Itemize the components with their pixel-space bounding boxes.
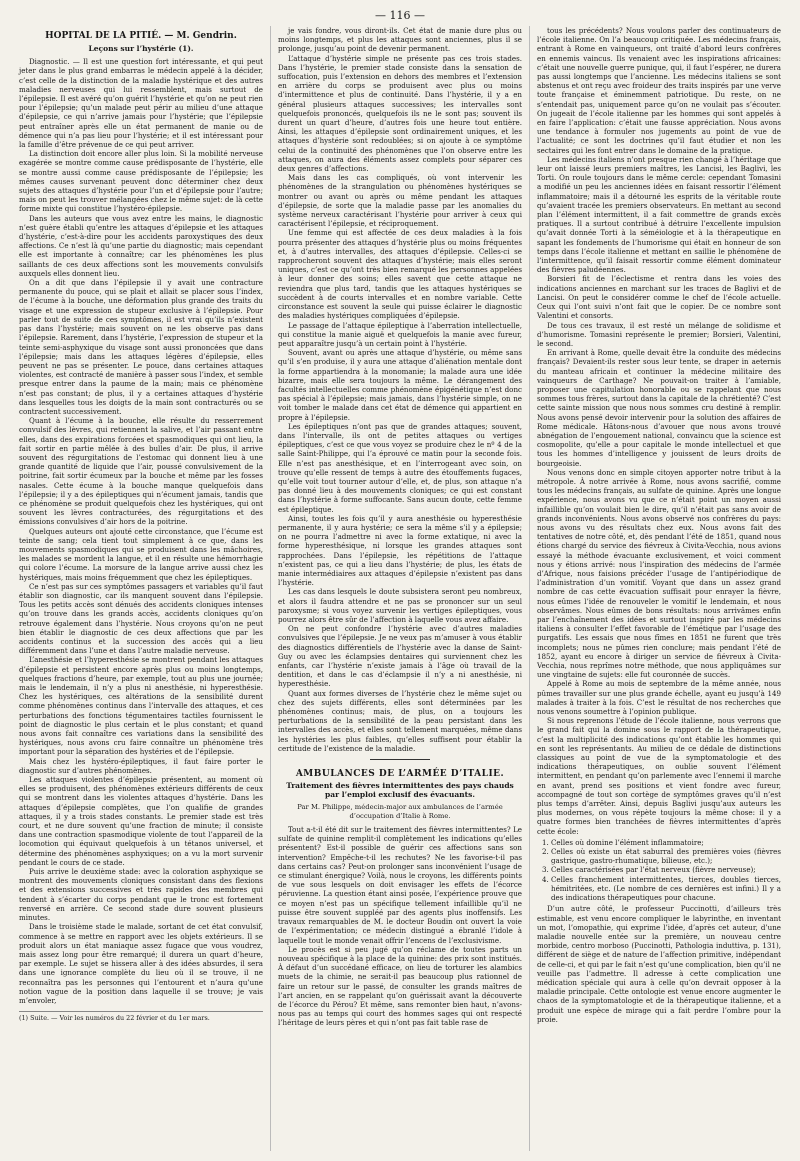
- list-item: 2. Celles où existe un état saburral des premières voies (fièvres gastrique, gastro-rhumatique, bilieuse, etc.);: [551, 847, 781, 865]
- page-number: — 116 —: [375, 9, 425, 22]
- paragraph: L’attaque d’hystérie simple ne présente pas ces trois stades. Dans l’hystérie, le premier stade consiste dans la sensation de suffocation, puis l’extension en dehors des membres et l’extension en arrière du corps se produisent avec plus ou moins d’intermittence et plus de continuité. Dans l’hystérie, il y a en général plusieurs attaques successives; les intervalles sont quelquefois prononcés, quelquefois ils ne le sont pas; souvent ils durent un quart d’heure, d’autres fois une heure tout entière. Ainsi, les attaques d’épilepsie sont ordinairement uniques, et les attaques d’hystérie sont redoublées; si on ajoute à ce symptôme celui de la continuité des phénomènes que l’on observe entre les attaques, on aura des éléments assez complets pour séparer ces deux genres d’affections.: [278, 53, 522, 174]
- paragraph: Ce n’est pas sur ces symptômes passagers et variables qu’il faut établir son diagnostic, car ils manquent souvent dans l’épilepsie. Tous les petits accès sont dénués des accidents cloniques intenses qu’on trouve dans les grands accès, accidents cloniques qu’on retrouve également dans l’hystérie. Nous croyons qu’on ne peut bien établir le diagnostic de ces deux affections que par les accidents continus et la succession des accès qui a lieu différemment dans l’une et dans l’autre maladie nerveuse.: [19, 581, 263, 656]
- paragraph: On ne peut confondre l’hystérie avec d’autres maladies convulsives que l’épilepsie. Je ne veux pas m’amuser à vous établir des diagnostics différentiels de l’hystérie avec la danse de Saint-Guy ou avec les éclampsies dentaires qui surviennent chez les enfants, car l’hystérie n’existe jamais à l’âge où travail de la dentition, et dans le cas d’éclampsie il n’y a ni anesthésie, ni hyperesthésie.: [278, 624, 522, 689]
- paragraph: Diagnostic. — Il est une question fort intéressante, et qui peut jeter dans le plus grand embarras le médecin appelé à la décider, c’est celle de la distinction de la maladie hystérique et des autres maladies nerveuses qui lui ressemblent, mais surtout de l’épilepsie. Il est avéré qu’on guérit l’hystérie et qu’on ne peut rien pour l’épilepsie; qu’un malade peut périr au milieu d’une attaque d’épilepsie, ce qui n’arrive jamais pour l’hystérie; que l’épilepsie peut entraîner après elle un état permanent de manie ou de démence qui n’a pas lieu pour l’hystérie; et il est intéressant pour la famille d’être prévenue de ce qui peut arriver.: [19, 57, 263, 150]
- paragraph: Les médecins italiens n’ont presque rien changé à l’héritage que leur ont laissé leurs premiers maîtres, les Lancisi, les Baglivi, les Torti. On roule toujours dans le même cercle: cependant Tomasini a modifié un peu les anciennes idées en faisant ressortir l’élément inflammatoire; mais il a détourné les esprits de la véritable route qu’avaient tracée les premiers observateurs. En mettant au second plan l’élément intermittent, il a fait commettre de grands excès pratiques. Il a surtout contribué à détruire l’excellente impulsion qu’avait donnée Torti à la séméiologie et à la thérapeutique en sapant les fondements de l’humorisme qui était en honneur de son temps dans l’école italienne et mettant en saillie le phénomène de l’intermittence, qu’il faisait ressortir comme élément dominateur des fièvres paludéennes.: [537, 154, 781, 275]
- paragraph: Borsieri fit de l’éclectisme et rentra dans les voies des indications anciennes en marchant sur les traces de Baglivi et de Lancisi. On peut le considérer comme le chef de l’école actuelle. Ceux qui l’ont suivi n’ont fait que le copier. De ce nombre sont Valentini et consorts.: [537, 274, 781, 321]
- paragraph: Mais chez les hystéro-épileptiques, il faut faire porter le diagnostic sur d’autres phénomènes.: [19, 756, 263, 775]
- article-2-body: [278, 825, 522, 1027]
- columns: [12, 26, 788, 1151]
- paragraph: Tout a-t-il été dit sur le traitement des fièvres intermittentes? Le sulfate de quinine remplit-il complètement les indications qu’elles présentent? Est-il possible de guérir ces affections sans son intervention? Empêche-t-il les rechutes? Ne les favorise-t-il pas dans certains cas? Peut-on prolonger sans inconvénient l’usage de ce stimulant énergique? Voilà, nous le croyons, les différents points de vue sous lesquels on doit envisager les effets de l’écorce péruvienne. La question étant ainsi posée, l’expérience prouve que ce moyen n’est pas un spécifique tellement infaillible qu’il ne puisse être souvent suppléé par des agents plus inoffensifs. Les travaux remarquables de M. le docteur Boudin ont ouvert la voie de l’expérimentation; ce médecin distingué a ébranlé l’idole à laquelle tout le monde venait offrir l’encens de l’exclusivisme.: [278, 825, 522, 945]
- article-2-subtitle: Traitement des fièvres intermittentes des pays chauds par l’emploi exclusif des évacuants.: [286, 781, 514, 800]
- article-2-body-end: [537, 904, 781, 1024]
- paragraph: La distinction doit encore aller plus loin. Si la mobilité nerveuse exagérée se montre comme cause prédisposante de l’hystérie, elle se montre aussi comme cause prédisposante de l’épilepsie; les mêmes causes survenant peuvent donc déterminer chez deux sujets des attaques d’hystérie pour l’un et d’épilepsie pour l’autre; mais on peut les trouver mélangées chez le même sujet: de là cette forme mixte qui constitue l’hystéro-épilepsie.: [19, 149, 263, 214]
- footnote: (1) Suite. — Voir les numéros du 22 février et du 1er mars.: [19, 1011, 263, 1023]
- paragraph: Les attaques violentes d’épilepsie présentent, au moment où elles se produisent, des phénomènes extérieurs différents de ceux qui se montrent dans les violentes attaques d’hystérie. Dans les attaques d’épilepsie complètes, que l’on qualifie de grandes attaques, il y a trois stades constants. Le premier stade est très court, et ne dure souvent qu’une fraction de minute; il consiste dans une contraction spasmodique violente de tout l’appareil de la locomotion qui équivaut quelquefois à un tétanos universel, et détermine des phénomènes asphyxiques; on a vu la mort survenir pendant le cours de ce stade.: [19, 775, 263, 867]
- article-body: [19, 57, 263, 1005]
- column-2: [270, 26, 529, 1151]
- paragraph: En arrivant à Rome, quelle devait être la conduite des médecins français? Devaient-ils rester sous leur tente, se draper in aeternis du manteau africain et continuer la médecine militaire des vainqueurs de Carthage? Ne pouvait-on traiter à l’amiable, proposer une capitulation honorable ou se rappelant que nous sommes tous frères, surtout dans la capitale de la chrétienté? C’est cette sainte mission que nous nous sommes cru destiné à remplir. Nous avons pensé devoir intervenir pour la solution des affaires de Rome médicale. Hâtons-nous d’avouer que nous avons trouvé abnégation de l’engouement national, convaincu que la science est cosmopolite, qu’elle a pour capitale le monde intellectuel et que tous les hommes d’intelligence y jouissent de leurs droits de bourgeoisie.: [537, 348, 781, 468]
- paragraph: Quelques auteurs ont ajouté cette circonstance, que l’écume est teinte de sang; cela tient tout simplement à ce que, dans les mouvements spasmodiques qui se produisent dans les mâchoires, les malades se mordent la langue, et il en résulte une hémorrhagie qui colore l’écume. La morsure de la langue arrive aussi chez les hystériques, mais moins fréquemment que chez les épileptiques.: [19, 526, 263, 582]
- paragraph: Les épileptiques n’ont pas que de grandes attaques; souvent, dans l’intervalle, ils ont de petites attaques ou vertiges épileptiques, c’est ce que vous voyez se produire chez le nº 4 de la salle Saint-Philippe, qui l’a éprouvé ce matin pour la seconde fois. Elle n’est pas anesthésique, et en l’interrogeant avec soin, on trouve qu’elle ressent de temps à autre des étouffements fugaces, qu’elle voit tout tourner autour d’elle, et, de plus, son attaque n’a pas donné lieu à des mouvements cloniques; ce qui est constant dans l’hystérie à forme suffocante. Sans aucun doute, cette femme est épileptique.: [278, 421, 522, 514]
- paragraph: Les cas dans lesquels le doute subsistera seront peu nombreux, et alors il faudra attendre et ne pas se prononcer sur un seul paroxysme; si vous voyez survenir les vertiges épileptiques, vous pourrez alors être sûr de l’affection à laquelle vous avez affaire.: [278, 587, 522, 624]
- paragraph: Une femme qui est affectée de ces deux maladies à la fois pourra présenter des attaques d’hystérie plus ou moins fréquentes et, à d’autres intervalles, des attaques d’épilepsie. Celles-ci se rapprocheront souvent des attaques d’hystérie; mais elles seront uniques, c’est ce qu’ont très bien remarqué les personnes appelées à leur donner des soins; elles savent que cette attaque ne reviendra que plus tard, tandis que les attaques hystériques se succèdent à de courts intervalles et en nombre variable. Cette circonstance est souvent la seule qui puisse éclairer le diagnostic des maladies hystériques compliquées d’épilepsie.: [278, 228, 522, 321]
- paragraph: je vais fondre, vous diront-ils. Cet état de manie dure plus ou moins longtemps, et plus les attaques sont anciennes, plus il se prolonge, jusqu’au point de devenir permanent.: [278, 26, 522, 54]
- column-1: [12, 26, 270, 1151]
- article-2-body-continued: [537, 26, 781, 836]
- paragraph: Mais dans les cas compliqués, où vont intervenir les phénomènes de la strangulation ou phénomènes hystériques se montrer ou avant ou après ou même pendant les attaques d’épilepsie, de sorte que la maladie passe par les anomalies du système nerveux caractérisant l’hystérie pour arriver à ceux qui caractérisent l’épilepsie, et réciproquement.: [278, 173, 522, 229]
- paragraph: De tous ces travaux, il est resté un mélange de solidisme et d’humorisme. Tomasini représente le premier; Borsieri, Valentini, le second.: [537, 320, 781, 348]
- paragraph: Le passage de l’attaque épileptique à l’aberration intellectuelle, qui constitue la manie aiguë et quelquefois la manie avec fureur, peut apparaître jusqu’à un certain point à l’hystérie.: [278, 320, 522, 348]
- article-2-title: AMBULANCES DE L’ARMÉE D’ITALIE.: [295, 769, 505, 780]
- article-2-byline: Par M. Philippe, médecin-major aux ambulances de l’armée d’occupation d’Italie à Rome.: [297, 802, 503, 820]
- paragraph: Quant à l’écume à la bouche, elle résulte du resserrement convulsif des lèvres, qui retiennent la salive, et l’air passant entre elles, dans des expirations forcées et spasmodiques qui ont lieu, la fait sortir en partie mêlée à des bulles d’air. De plus, il arrive souvent des régurgitations de l’estomac qui donnent lieu à une grande quantité de liquide que l’air, poussé convulsivement de la poitrine, fait sortir écumeux par la bouche et même par les fosses nasales. Cette écume à la bouche manque quelquefois dans l’épilepsie; il y a des épileptiques qui n’écument jamais, tandis que ce phénomène se produit quelquefois chez les hystériques, qui ont souvent les lèvres contracturées, des régurgitations et des émissions convulsives d’air hors de la poitrine.: [19, 416, 263, 527]
- section-divider: [370, 759, 430, 760]
- paragraph: Appelé à Rome au mois de septembre de la même année, nous pûmes travailler sur une plus grande échelle, ayant eu jusqu’à 149 malades à traiter à la fois. C’est le résultat de nos recherches que nous venons soumettre à l’opinion publique.: [537, 679, 781, 717]
- paragraph: On a dit que dans l’épilepsie il y avait une contracture permanente du pouce, qui se plait et allait se placer sous l’index, de l’écume à la bouche, une déformation plus grande des traits du visage et une expression de stupeur exclusive à l’épilepsie. Pour parler tout de suite de ces symptômes, il est vrai qu’ils n’existent pas dans l’hystérie; mais souvent on ne les observe pas dans l’épilepsie. Rarement, dans l’hystérie, l’expression de stupeur et la teinte semi-asphyxique du visage sont aussi prononcées que dans l’épilepsie; mais dans les attaques légères d’épilepsie, elles peuvent ne pas se présenter. Le pouce, dans certaines attaques violentes, est contracté de manière à passer sous l’index, et semble presque entrer dans la paume de la main; mais ce phénomène n’est pas constant; de plus, il y a certaines attaques d’hystérie dans lesquelles tous les doigts de la main sont contracturés ou se contractent successivement.: [19, 278, 263, 416]
- article-title: HOPITAL DE LA PITIÉ. — M. Gendrin.: [45, 31, 237, 41]
- list-item: 1. Celles où domine l’élément inflammatoire;: [551, 838, 781, 847]
- paragraph: Dans les auteurs que vous avez entre les mains, le diagnostic n’est guère établi qu’entre les attaques d’épilepsie et les attaques d’hystérie, c’est-à-dire pour les accidents paroxystiques des deux affections. Ce n’est là qu’une partie du diagnostic; mais cependant elle est importante à connaître; car les phénomènes les plus saillants de ces deux affections sont les mouvements convulsifs auxquels elles donnent lieu.: [19, 213, 263, 278]
- paragraph: Si nous reprenons l’étude de l’école italienne, nous verrons que le grand fait qui la domine sous le rapport de la thérapeutique, c’est la multiplicité des indications qu’ont établie les hommes qui en sont les représentants. Au milieu de ce dédale de distinctions classiques au point de vue de la symptomatologie et des indications thérapeutiques, on oublie souvent l’élément intermittent, en pendant qu’on parlemente avec l’ennemi il marche en avant, prend ses positions et vient fondre avec fureur, accompagné de tout son cortège de symptômes graves qu’il n’est plus temps d’arrêter. Ainsi, depuis Baglivi jusqu’aux auteurs les plus modernes, on vous répète toujours la même chose: il y a quatre formes bien tranchées de fièvres intermittentes d’après cette école:: [537, 716, 781, 836]
- article-body-continued: [278, 26, 522, 753]
- paragraph: Puis arrive le deuxième stade: avec la coloration asphyxique se montrent des mouvements cloniques consistant dans des flexions et des extensions successives et très rapides des membres qui tendent à s’écarter du corps pendant que le tronc est fortement renversé en arrière. Ce second stade dure souvent plusieurs minutes.: [19, 867, 263, 923]
- list-item: 4. Celles franchement intermittentes, tierces, doubles tierces, hémitritées, etc. (Le nombre de ces dernières est infini.) Il y a des indications thérapeutiques pour chacune.: [551, 875, 781, 903]
- article-subtitle: Leçons sur l’hystérie (1).: [88, 44, 194, 53]
- paragraph: L’anesthésie et l’hyperesthésie se montrent pendant les attaques d’épilepsie et persistent encore après plus ou moins longtemps, quelques fractions d’heure, par exemple, tout au plus une journée; mais le lendemain, il n’y a plus ni anesthésie, ni hyperesthésie. Chez les hystériques, ces altérations de la sensibilité durent comme phénomènes continus dans l’intervalle des attaques, et ces perturbations des fonctions tégumentaires tactiles fournissent le point de diagnostic le plus certain et le plus constant; et quand nous avons fait connaître ces variations dans la sensibilité des hystériques, nous avons cru faire connaître un phénomène très important pour la séparation des hystéries et de l’épilepsie.: [19, 655, 263, 757]
- paragraph: Ainsi, toutes les fois qu’il y aura anesthésie ou hyperesthésie permanente, il y aura hystérie; ce sera la même s’il y a épilepsie; on ne pourra l’admettre ni avec la forme extatique, ni avec la forme hyperesthésique, ni lorsque les grandes attaques sont rapprochées. Dans l’épilepsie, les répétitions de l’attaque n’existent pas, ce qui a lieu dans l’hystérie; de plus, les états de manie intermédiaires aux attaques d’épilepsie n’existent pas dans l’hystérie.: [278, 513, 522, 588]
- column-3: [529, 26, 788, 1151]
- paragraph: D’un autre côté, le professeur Puccinotti, d’ailleurs très estimable, est venu encore compliquer le labyrinthe, en inventant un mot, l’omopathie, qui exprime l’idée, d’après cet auteur, d’une maladie nouvelle entée sur la première, un nouveau centre morbide, centro morboso (Puccinotti, Pathologia induttiva, p. 131), différent de siège et de nature de l’affection primitive, indépendant de celle-ci, et qui par le fait n’est qu’une complication, bien qu’il ne veuille pas l’admettre. Il adresse à cette complication une médication spéciale qui aura à celle qu’on devrait opposer à la maladie principale. Cette ontologie est venue encore augmenter le chaos de la symptomatologie et de la thérapeutique italienne, et a produit une espèce de mirage qui a fait perdre l’ombre pour la proie.: [537, 904, 781, 1024]
- list-item: 3. Celles caractérisées par l’état nerveux (fièvre nerveuse);: [551, 865, 781, 874]
- paragraph: Souvent, avant ou après une attaque d’hystérie, ou même sans qu’il s’en produise, il y aura une attaque d’aliénation mentale dont la forme appartiendra à la monomanie; la malade aura une idée bizarre, mais elle sera toujours la même. Le dérangement des facultés intellectuelles comme phénomène épigénétique n’est donc pas spécial à l’épilepsie; mais jamais, dans l’hystérie simple, on ne voit tomber le malade dans cet état de démence qui appartient en propre à l’épilepsie.: [278, 348, 522, 422]
- paragraph: tous les précédents? Nous voulons parler des continuateurs de l’école italienne. On l’a beaucoup critiquée. Les médecins français, entrant à Rome en vainqueurs, ont traité d’abord leurs confrères en ennemis vaincus. Ils venaient avec les inspirations africaines: c’était une nouvelle guerre punique, qui, il faut l’espérer, ne durera pas aussi longtemps que l’ancienne. Les médecins italiens se sont abstenus et ont reçu avec froideur des traits inspirés par une verve toute française et éminemment patriotique. Du reste, on ne s’entendait pas, uniquement parce qu’on ne voulait pas s’écouter. On jugeait de l’école italienne par les hommes qui sont appelés à en faire l’application: c’était une fausse appréciation. Nous avons une tendance à formuler nos jugements au point de vue de l’actualité; ce sont les doctrines qu’il faut étudier et non les sectaires qui les font entrer dans le domaine de la pratique.: [537, 26, 781, 155]
- fever-forms-list: [551, 838, 781, 902]
- paragraph: Nous venons donc en simple citoyen apporter notre tribut à la métropole. À notre arrivée à Rome, nous avons sacrifié, comme tous les médecins français, au sulfate de quinine. Après une longue expérience, nous avons vu que ce n’était point un moyen aussi infaillible qu’on voulait bien le dire, qu’il n’était pas sans avoir de grands inconvénients. Nous avons observé nos confrères du pays: nous avons vu des résultats chez eux. Nous avons fait des tentatives de notre côté, et, dès pendant l’été de 1851, quand nous étions chargé du service des fiévreux à Civita-Vecchia, nous avions essayé la méthode évacuante exclusivement, et voici comment nous y étions arrivé: nous l’inspiration des médecins de l’armée d’Afrique, nous faisions précéder l’usage de l’antipériodique de l’administration d’un vomitif. Voyant que dans un assez grand nombre de cas cette évacuation suffisait pour enrayer la fièvre, nous eûmes l’idée de renouveler le vomitif le lendemain, et nous observâmes. Nous eûmes de bons résultats: nous arrivâmes enfin par l’enchaînement des idées et surtout inspiré par les médecins italiens à consulter l’effet favorable de l’émétique par l’usage des purgatifs. Les essais que nous fîmes en 1851 ne furent que très incomplets; nous ne pûmes rien conclure; mais pendant l’été de 1852, ayant eu encore à diriger un service de fiévreux à Civita-Vecchia, nous reprîmes notre méthode, que nous appliquâmes sur une vingtaine de sujets: elle fut couronnée de succès.: [537, 467, 781, 680]
- paragraph: Quant aux formes diverses de l’hystérie chez le même sujet ou chez des sujets différents, elles sont déterminées par les phénomènes continus; mais, de plus, on a toujours les perturbations de la sensibilité de la peau persistant dans les intervalles des accès, et elles sont tellement marquées, même dans les hystéries les plus faibles, qu’elles suffisent pour établir la certitude de l’existence de la maladie.: [278, 688, 522, 753]
- paragraph: Dans le troisième stade le malade, sortant de cet état convulsif, commence à se mettre en rapport avec les objets extérieurs. Il se produit alors un état maniaque assez fugace que vous voudrez, mais assez long pour être remarqué; il durera un quart d’heure, par exemple. Le sujet se hissera aller à des idées absurdes, il sera dans une ignorance complète du lieu où il se trouve, il ne reconnaîtra pas les personnes qui l’entourent et n’aura qu’une notion vague de la position dans laquelle il se trouve; je vais m’envoler,: [19, 922, 263, 1005]
- paragraph: Le procès est si peu jugé qu’on réclame de toutes parts un nouveau spécifique à la place de la quinine: des prix sont institués. À défaut d’un succédané efficace, on lieu de torturer les alambics muets de la chimie, ne serait-il pas beaucoup plus rationnel de faire un retour sur le passé, de consulter les grands maîtres de l’art ancien, en se rappelant qu’on guérissait avant la découverte de l’écorce du Pérou? Et même, sans remonter bien haut, n’avons-nous pas au temps qui court des hommes sages qui ont respecté l’héritage de leurs pères et qui n’ont pas fait table rase de: [278, 944, 522, 1028]
